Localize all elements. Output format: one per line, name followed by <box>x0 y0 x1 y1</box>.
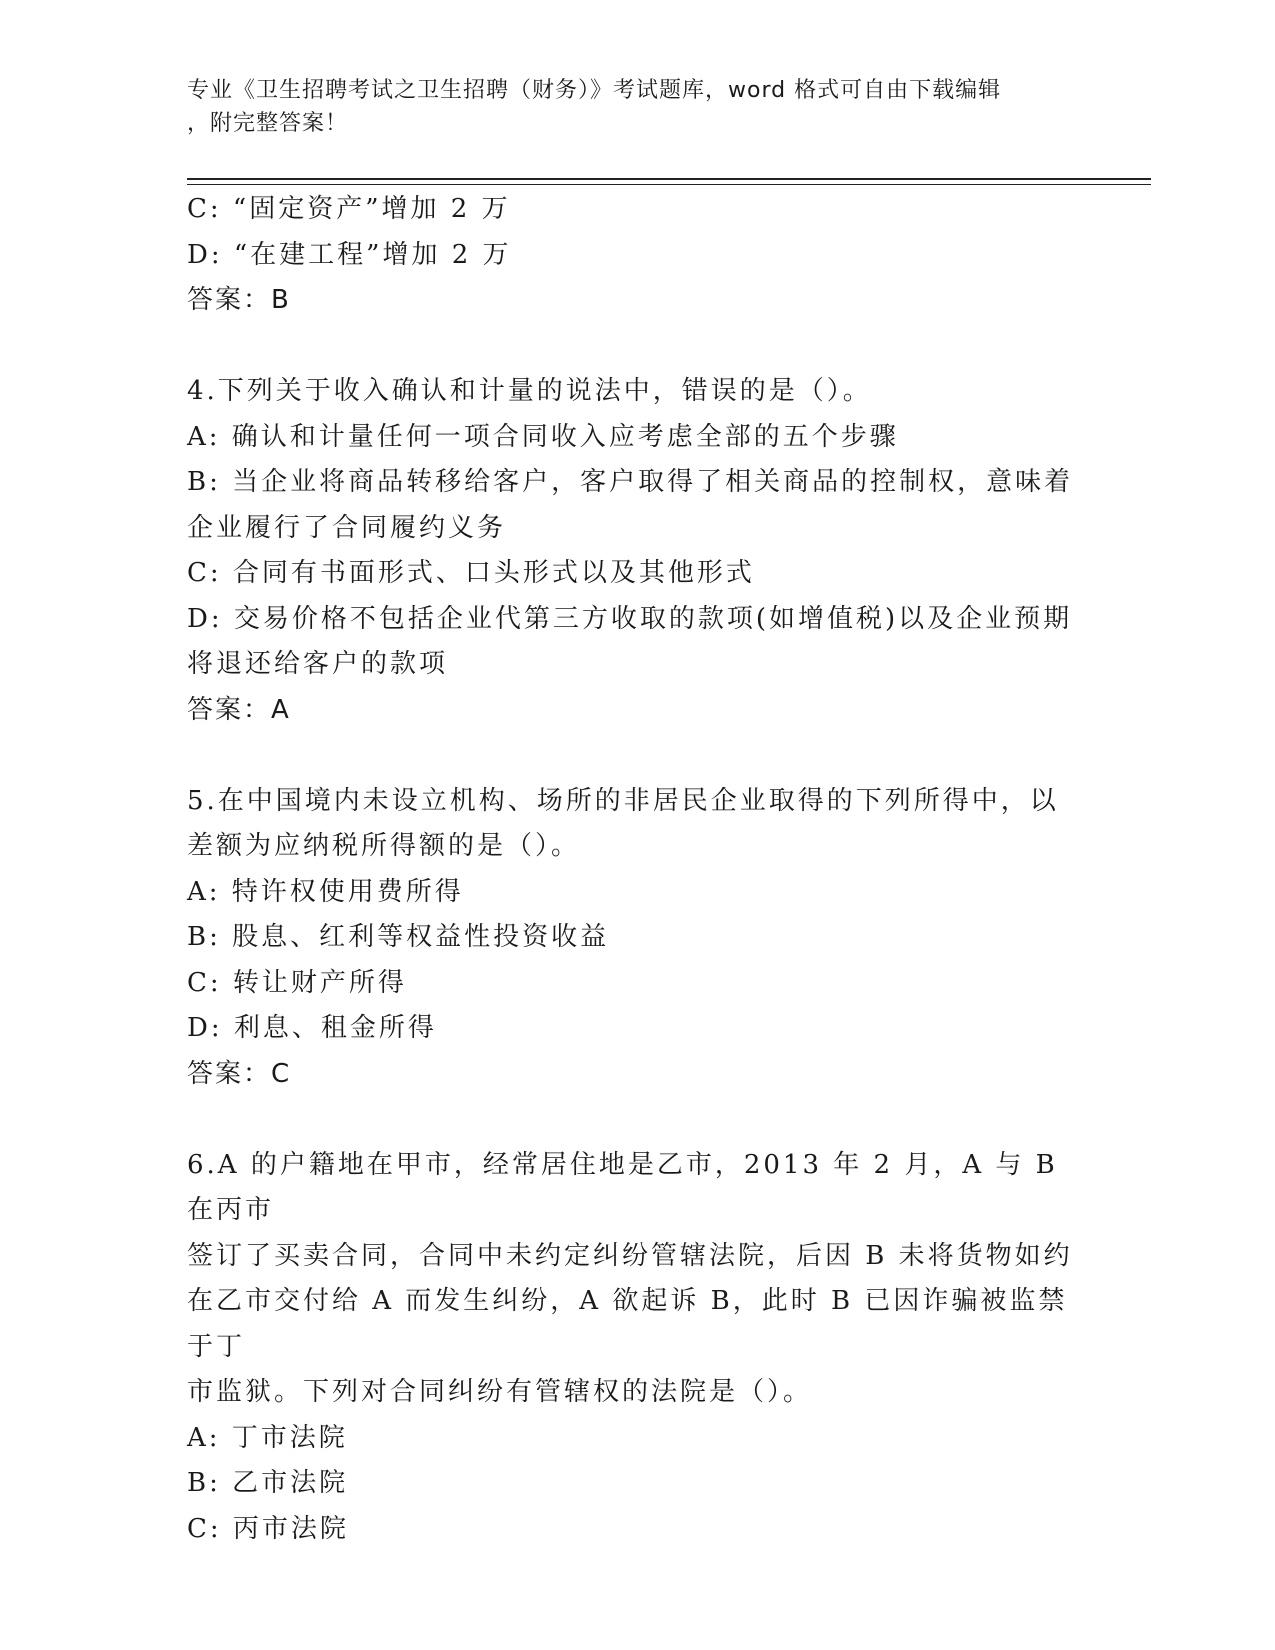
q6-question-line3: 在乙市交付给 A 而发生纠纷，A 欲起诉 B，此时 B 已因诈骗被监禁于丁 <box>187 1286 1068 1362</box>
q4-option-b-line2: 企业履行了合同履约义务 <box>187 512 507 543</box>
q6-option-c: C: 丙市法院 <box>187 1513 349 1544</box>
q4-option-b-line1: B: 当企业将商品转移给客户，客户取得了相关商品的控制权，意味着 <box>187 467 1074 497</box>
q4-option-c: C: 合同有书面形式、口头形式以及其他形式 <box>187 558 755 588</box>
spacer <box>187 733 1087 779</box>
q6-option-a: A: 丁市法院 <box>187 1422 348 1453</box>
q5-option-a: A: 特许权使用费所得 <box>187 876 464 907</box>
q6-option-b: B: 乙市法院 <box>187 1468 349 1498</box>
q5-answer: 答案：C <box>187 1058 292 1089</box>
q6-question-line1: 6.A 的户籍地在甲市，经常居住地是乙市，2013 年 2 月，A 与 B 在丙市 <box>187 1149 1058 1225</box>
q3-option-c: C: “固定资产”增加 2 万 <box>187 194 511 224</box>
q4-option-d-line1: D: 交易价格不包括企业代第三方收取的款项(如增值税)以及企业预期 <box>187 603 1073 634</box>
q4-option-a: A: 确认和计量任何一项合同收入应考虑全部的五个步骤 <box>187 421 899 452</box>
q5-option-d: D: 利息、租金所得 <box>187 1013 437 1043</box>
document-header <box>187 74 1067 140</box>
header-title-line1: 专业《卫生招聘考试之卫生招聘（财务）》考试题库，word 格式可自由下载编辑 <box>187 78 1002 103</box>
q4-option-d-line2: 将退还给客户的款项 <box>187 649 449 679</box>
header-divider-thick <box>187 178 1151 180</box>
q6-question-line4: 市监狱。下列对合同纠纷有管辖权的法院是（）。 <box>187 1377 813 1407</box>
q5-question-line2: 差额为应纳税所得额的是（）。 <box>187 831 581 861</box>
question-content <box>187 187 1087 1552</box>
q5-question-line1: 5.在中国境内未设立机构、场所的非居民企业取得的下列所得中，以 <box>187 785 1059 816</box>
header-divider-thin <box>187 184 1151 185</box>
question-3-block <box>187 187 1087 324</box>
q3-option-d: D: “在建工程”增加 2 万 <box>187 239 512 270</box>
q6-question-line2: 签订了买卖合同，合同中未约定纠纷管辖法院，后因 B 未将货物如约 <box>187 1240 1073 1271</box>
header-title-line2: ，附完整答案！ <box>187 111 349 136</box>
q4-question: 4.下列关于收入确认和计量的说法中，错误的是（）。 <box>187 376 872 406</box>
spacer <box>187 1097 1087 1143</box>
q5-option-c: C: 转让财产所得 <box>187 967 407 998</box>
q4-answer: 答案：A <box>187 694 291 725</box>
question-5-block <box>187 779 1087 1098</box>
question-4-block <box>187 369 1087 733</box>
question-6-block <box>187 1143 1087 1553</box>
q3-answer: 答案：B <box>187 285 291 315</box>
spacer <box>187 324 1087 370</box>
q5-option-b: B: 股息、红利等权益性投资收益 <box>187 922 610 952</box>
